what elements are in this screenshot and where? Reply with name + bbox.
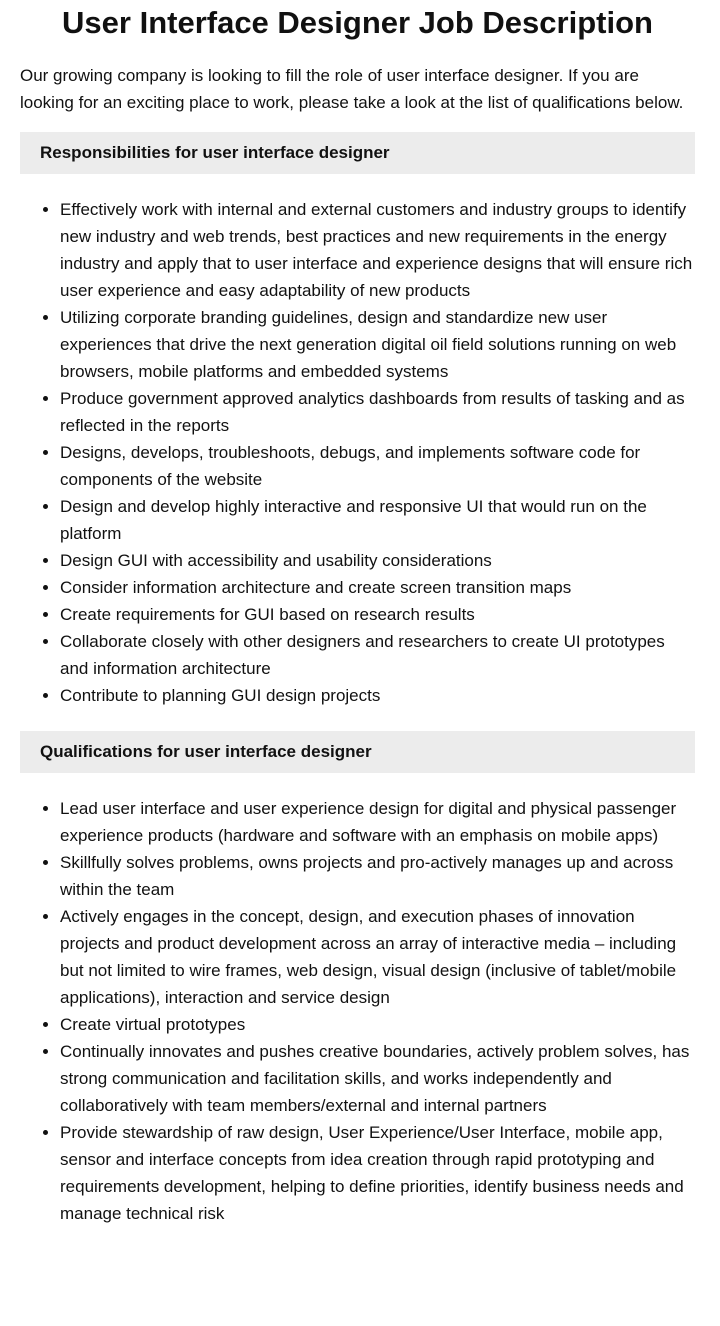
section-list [20, 196, 695, 709]
list-item: • Contribute to planning GUI design projects [60, 682, 695, 709]
list-item: • Design and develop highly interactive and responsive UI that would run on the platform [60, 493, 695, 547]
list-item: • Skillfully solves problems, owns projects and pro-actively manages up and across within the team [60, 849, 695, 903]
list-item: • Continually innovates and pushes creative boundaries, actively problem solves, has strong communication and facilitation skills, and works independently and collaboratively with team members/external and internal partners [60, 1038, 695, 1119]
list-item: • Actively engages in the concept, design, and execution phases of innovation projects and product development across an array of interactive media – including but not limited to wire frames, web design, visual design (inclusive of tablet/mobile applications), interaction and service design [60, 903, 695, 1011]
list-item: • Designs, develops, troubleshoots, debugs, and implements software code for components of the website [60, 439, 695, 493]
list-item: • Collaborate closely with other designers and researchers to create UI prototypes and information architecture [60, 628, 695, 682]
section-heading: Qualifications for user interface designer [20, 731, 695, 773]
intro-text: Our growing company is looking to fill the role of user interface designer. If you are looking for an exciting place to work, please take a look at the list of qualifications below. [20, 66, 684, 112]
list-item: • Consider information architecture and create screen transition maps [60, 574, 695, 601]
section-heading: Responsibilities for user interface designer [20, 132, 695, 174]
list-item: • Utilizing corporate branding guidelines, design and standardize new user experiences that drive the next generation digital oil field solutions running on web browsers, mobile platforms and embedded systems [60, 304, 695, 385]
list-item: • Create requirements for GUI based on research results [60, 601, 695, 628]
list-item: • Create virtual prototypes [60, 1011, 695, 1038]
list-item: • Provide stewardship of raw design, User Experience/User Interface, mobile app, sensor and interface concepts from idea creation through rapid prototyping and requirements development, helping to define priorities, identify business needs and manage technical risk [60, 1119, 695, 1227]
list-item: • Effectively work with internal and external customers and industry groups to identify new industry and web trends, best practices and new requirements in the energy industry and apply that to user interface and experience designs that will ensure rich user experience and easy adaptability of new products [60, 196, 695, 304]
page-title: User Interface Designer Job Description [62, 5, 653, 40]
section-list [20, 795, 695, 1227]
list-item: • Lead user interface and user experience design for digital and physical passenger experience products (hardware and software with an emphasis on mobile apps) [60, 795, 695, 849]
list-item: • Produce government approved analytics dashboards from results of tasking and as reflected in the reports [60, 385, 695, 439]
list-item: • Design GUI with accessibility and usability considerations [60, 547, 695, 574]
